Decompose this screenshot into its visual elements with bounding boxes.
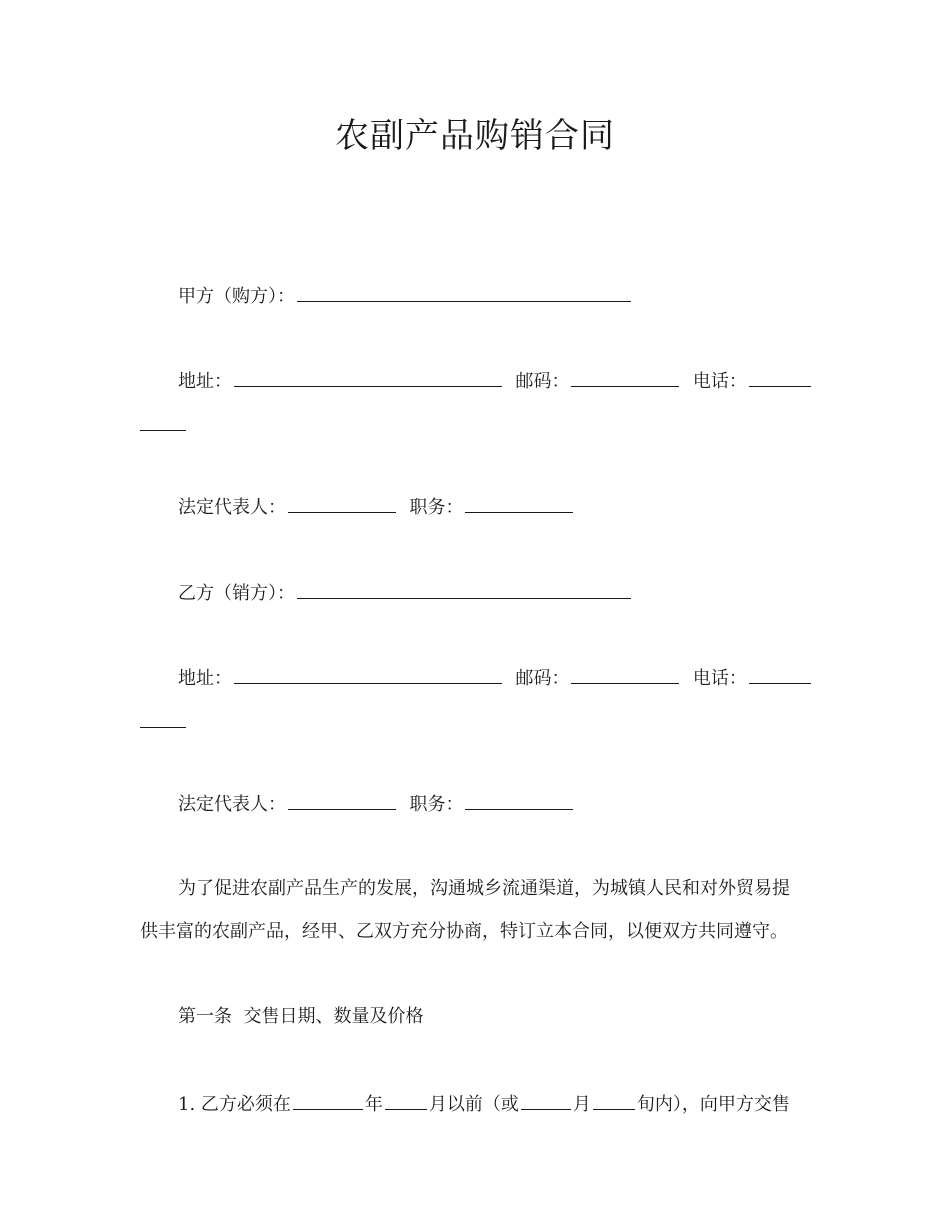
article-1-heading: 第一条 交售日期、数量及价格 [178, 1006, 424, 1027]
xun-label: 旬内），向甲方交售 [636, 1094, 790, 1115]
party-b-line [178, 580, 633, 606]
party-a-position-blank [465, 494, 573, 513]
party-a-position-label: 职务： [409, 497, 464, 518]
party-a-phone-blank-continued [140, 429, 186, 431]
party-a-line [178, 283, 633, 309]
item-1-prefix: 1. 乙方必须在 [178, 1094, 291, 1115]
alt-month-blank [521, 1091, 571, 1110]
party-a-rep-label: 法定代表人： [178, 497, 286, 518]
month-blank [385, 1091, 427, 1110]
party-a-postcode-blank [571, 368, 679, 387]
party-a-address-label: 地址： [178, 371, 232, 392]
party-b-postcode-blank [571, 665, 679, 684]
party-b-address-blank [234, 665, 502, 684]
party-a-name-blank [297, 283, 631, 302]
party-b-address-label: 地址： [178, 668, 232, 689]
party-a-rep-blank [288, 494, 396, 513]
party-b-phone-label: 电话： [692, 668, 747, 689]
party-b-position-blank [465, 791, 573, 810]
preamble-line-1: 为了促进农副产品生产的发展，沟通城乡流通渠道，为城镇人民和对外贸易提 [178, 878, 790, 899]
preamble-line-2: 供丰富的农副产品，经甲、乙双方充分协商，特订立本合同，以便双方共同遵守。 [140, 921, 788, 942]
party-b-address-line [178, 665, 813, 691]
party-b-rep-label: 法定代表人： [178, 794, 286, 815]
party-b-name-blank [297, 580, 631, 599]
party-b-rep-line [178, 791, 575, 817]
alt-month-label: 月 [572, 1094, 591, 1115]
party-b-position-label: 职务： [409, 794, 464, 815]
party-a-postcode-label: 邮码： [515, 371, 570, 392]
party-a-label: 甲方（购方）： [178, 286, 295, 307]
party-a-phone-label: 电话： [692, 371, 747, 392]
party-a-address-blank [234, 368, 502, 387]
party-b-label: 乙方（销方）： [178, 583, 295, 604]
party-b-postcode-label: 邮码： [515, 668, 570, 689]
party-a-phone-blank [749, 368, 811, 387]
xun-blank [593, 1091, 635, 1110]
party-b-rep-blank [288, 791, 396, 810]
party-a-address-line [178, 368, 813, 394]
article-1-item-1 [178, 1091, 790, 1117]
party-b-phone-blank [749, 665, 811, 684]
year-blank [293, 1091, 363, 1110]
party-b-phone-blank-continued [140, 726, 186, 728]
document-title: 农副产品购销合同 [335, 116, 615, 156]
year-label: 年 [364, 1094, 383, 1115]
month-before-label: 月以前（或 [428, 1094, 519, 1115]
party-a-rep-line [178, 494, 575, 520]
